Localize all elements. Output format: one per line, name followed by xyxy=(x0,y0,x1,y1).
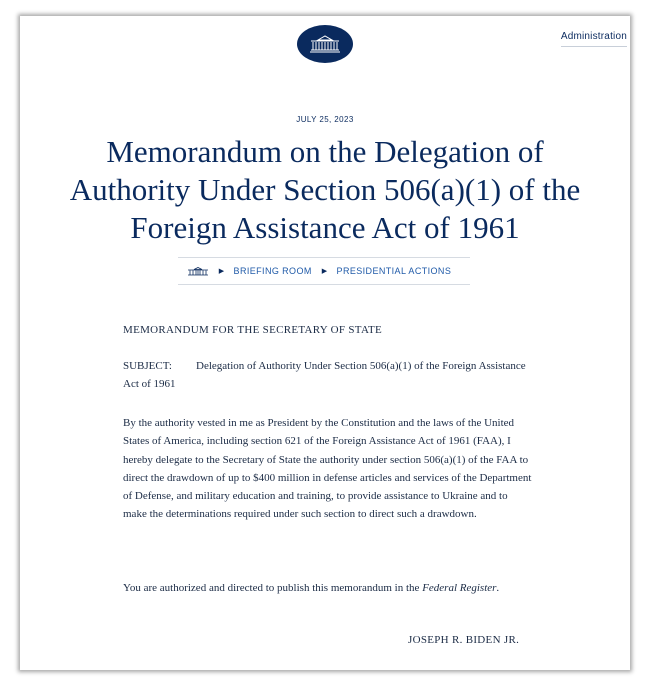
chevron-right-icon: ▶ xyxy=(218,268,225,275)
federal-register-title: Federal Register xyxy=(422,582,497,594)
memo-publish-paragraph xyxy=(123,579,533,597)
signature: JOSEPH R. BIDEN JR. xyxy=(408,634,520,646)
subject-text: Delegation of Authority Under Section 506(a)(1) of the Foreign Assistance Act of 1961 xyxy=(123,360,526,391)
chevron-right-icon: ▶ xyxy=(321,268,328,275)
memo-addressee: MEMORANDUM FOR THE SECRETARY OF STATE xyxy=(123,324,383,336)
publish-text-end: . xyxy=(496,582,500,594)
memorandum-page xyxy=(20,16,630,670)
breadcrumb-briefing-room[interactable]: BRIEFING ROOM xyxy=(233,266,312,276)
breadcrumb-presidential-actions[interactable]: PRESIDENTIAL ACTIONS xyxy=(336,266,452,276)
breadcrumb xyxy=(178,257,470,285)
publish-date: JULY 25, 2023 xyxy=(296,115,354,124)
publish-text: You are authorized and directed to publish this memorandum in the xyxy=(123,582,423,594)
memo-body-paragraph: By the authority vested in me as President by the Constitution and the laws of the United States of America, including section 621 of the Foreign Assistance Act of 1961 (FAA), I hereby delegate to the Secretary of State the authority under section 506(a)(1) of the FAA to direct the drawdown of up to $400 million in defense articles and services of the Department of Defense, and military education and training, to provide assistance to Ukraine and to make the determinations required under such section to direct such a drawdown. xyxy=(123,417,532,521)
white-house-icon[interactable] xyxy=(187,267,209,276)
white-house-seal-icon[interactable] xyxy=(297,25,353,63)
memo-subject xyxy=(123,357,533,394)
page-title: Memorandum on the Delegation of Authority Under Section 506(a)(1) of the Foreign Assistance Act of 1961 xyxy=(69,134,581,245)
subject-label: SUBJECT: xyxy=(123,360,172,372)
administration-link[interactable]: Administration xyxy=(561,31,627,47)
